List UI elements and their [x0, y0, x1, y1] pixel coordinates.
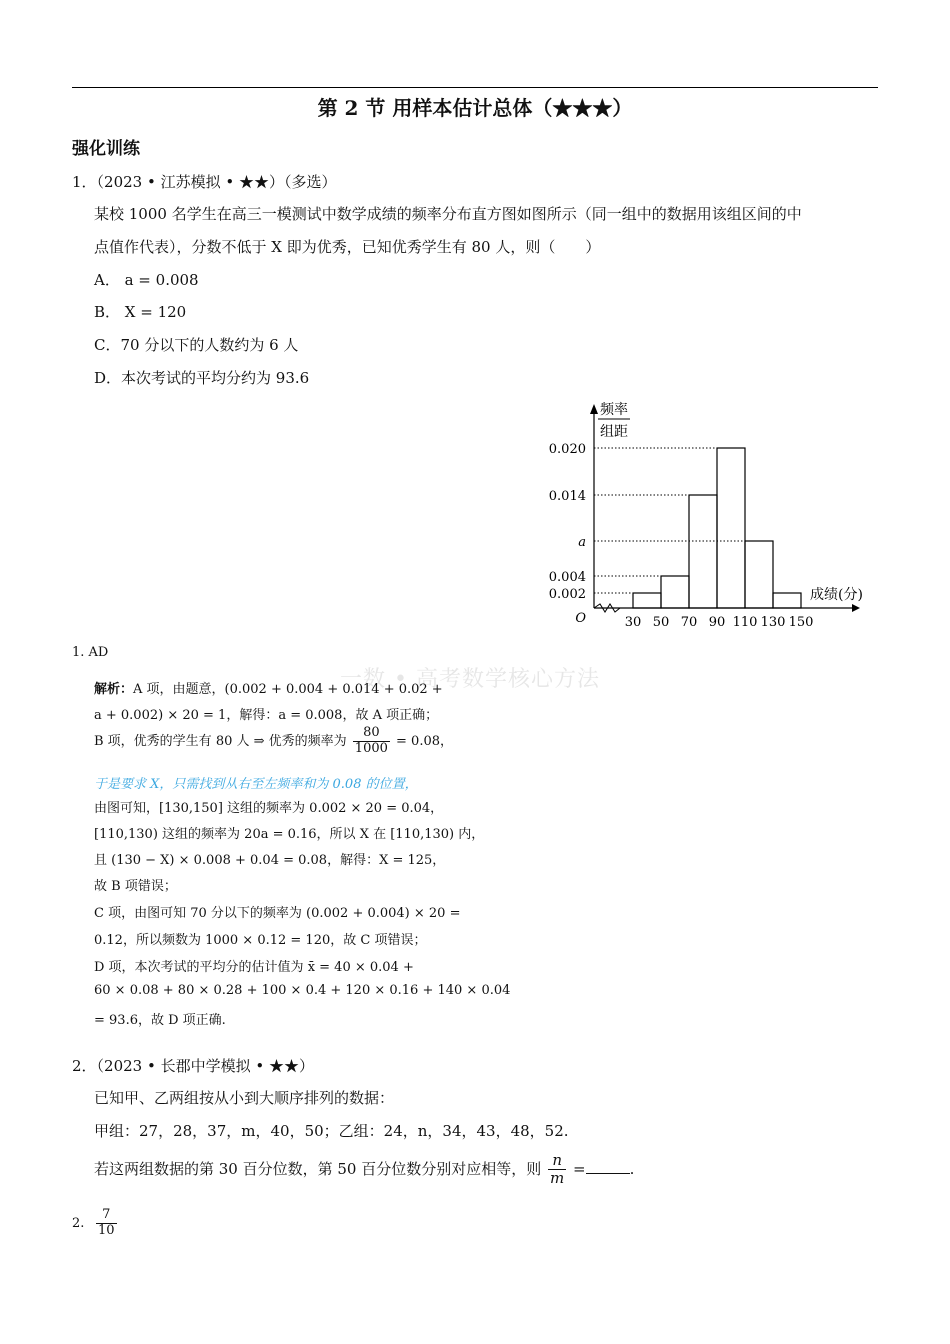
a2-frac-num: 7: [96, 1208, 117, 1224]
section-heading: 强化训练: [72, 139, 140, 159]
a2-label: 2.: [72, 1216, 85, 1231]
a1-line5: [110,130) 这组的频率为 20a = 0.16，所以 X 在 [110,130) 内，: [94, 827, 485, 842]
x-label: 成绩(分): [810, 587, 863, 603]
a1-line4: 由图可知，[130,150] 这组的频率为 0.002 × 20 = 0.04，: [94, 801, 444, 816]
q2-frac-num: n: [548, 1152, 566, 1170]
x-tick-1: 50: [652, 615, 670, 630]
y-label-bottom: 组距: [600, 424, 628, 440]
x-tick-3: 90: [708, 615, 726, 630]
origin-label: O: [575, 611, 586, 626]
a1-fraction: [353, 726, 390, 757]
a1-l3a: B 项，优秀的学生有 80 人 ⇒ 优秀的频率为: [94, 733, 347, 749]
a1-line6: 且 (130 − X) × 0.008 + 0.04 = 0.08，解得：X = 125，: [94, 853, 446, 868]
q2-line1: 已知甲、乙两组按从小到大顺序排列的数据：: [94, 1089, 395, 1107]
x-axis-arrow: [852, 604, 860, 612]
y-tick-1: 0.014: [548, 489, 586, 504]
q1-stem-line2: 点值作代表），分数不低于 X 即为优秀，已知优秀学生有 80 人，则（ ）: [94, 238, 601, 256]
watermark: 一数 • 高考数学核心方法: [340, 667, 600, 692]
x-tick-6: 150: [788, 615, 814, 630]
bar-0: [633, 593, 661, 608]
a2-answer: [94, 1208, 119, 1239]
q1-option-a: A． a = 0.008: [94, 271, 199, 289]
q1-stem-line1: 某校 1000 名学生在高三一模测试中数学成绩的频率分布直方图如图所示（同一组中的数据用该组区间的中: [94, 205, 802, 223]
q2-l3b: =: [573, 1159, 586, 1178]
y-label-top: 频率: [600, 402, 628, 418]
a1-note: 于是要求 X，只需找到从右至左频率和为 0.08 的位置，: [94, 777, 418, 792]
bar-4: [745, 541, 773, 608]
a1-line12: = 93.6，故 D 项正确.: [94, 1013, 226, 1028]
y-tick-3: 0.004: [548, 570, 586, 585]
x-tick-4: 110: [732, 615, 758, 630]
a1-line7: 故 B 项错误；: [94, 879, 177, 894]
q1-option-c: C．70 分以下的人数约为 6 人: [94, 336, 299, 354]
a1-line9: 0.12，所以频数为 1000 × 0.12 = 120，故 C 项错误；: [94, 933, 427, 948]
q2-fraction: [548, 1152, 566, 1188]
q2-line3: [94, 1152, 634, 1188]
page-title: 第 2 节 用样本估计总体（★★★）: [317, 96, 633, 120]
q1-option-b: B． X = 120: [94, 303, 187, 321]
y-tick-0: 0.020: [548, 442, 586, 457]
q2-answer-blank: [586, 1159, 630, 1174]
bar-2: [689, 495, 717, 608]
a1-answer: 1. AD: [72, 645, 109, 660]
frequency-histogram: [540, 400, 880, 630]
a2-fraction: [96, 1208, 117, 1239]
bar-1: [661, 576, 689, 608]
header-rule: [72, 87, 878, 88]
q2-line2: 甲组：27，28，37，m，40，50；乙组：24，n，34，43，48，52.: [94, 1122, 569, 1140]
x-tick-2: 70: [680, 615, 698, 630]
a1-line3: [94, 726, 453, 757]
a2-frac-den: 10: [98, 1222, 115, 1238]
bar-3: [717, 448, 745, 608]
a1-line1: [94, 678, 443, 697]
q2-frac-den: m: [550, 1169, 565, 1188]
a1-line11: 60 × 0.08 + 80 × 0.28 + 100 × 0.4 + 120 × 0.16 + 140 × 0.04: [94, 983, 511, 998]
a1-frac-den: 1000: [354, 740, 388, 756]
q1-header: 1．（2023 • 江苏模拟 • ★★）（多选）: [72, 173, 337, 191]
x-tick-5: 130: [760, 615, 786, 630]
q2-header: 2．（2023 • 长郡中学模拟 • ★★）: [72, 1057, 314, 1075]
a1-line2: a + 0.002) × 20 = 1，解得：a = 0.008，故 A 项正确；: [94, 708, 439, 723]
a1-line8: C 项，由图可知 70 分以下的频率为 (0.002 + 0.004) × 20 =: [94, 906, 461, 921]
y-tick-2: a: [578, 535, 586, 550]
q2-l3a: 若这两组数据的第 30 百分位数，第 50 百分位数分别对应相等，则: [94, 1159, 542, 1178]
a1-frac-num: 80: [353, 726, 390, 742]
q2-l3c: .: [629, 1159, 635, 1178]
a1-l1: A 项，由题意，(0.002 + 0.004 + 0.014 + 0.02 +: [133, 682, 443, 697]
q1-option-d: D．本次考试的平均分约为 93.6: [94, 369, 310, 387]
a1-label: 解析：: [94, 682, 134, 697]
a1-line10: D 项，本次考试的平均分的估计值为 x̄ = 40 × 0.04 +: [94, 960, 414, 975]
bar-5: [773, 593, 801, 608]
y-axis-arrow: [590, 404, 598, 414]
y-tick-4: 0.002: [548, 587, 586, 602]
x-tick-0: 30: [624, 615, 642, 630]
a1-l3b: = 0.08，: [396, 733, 454, 749]
